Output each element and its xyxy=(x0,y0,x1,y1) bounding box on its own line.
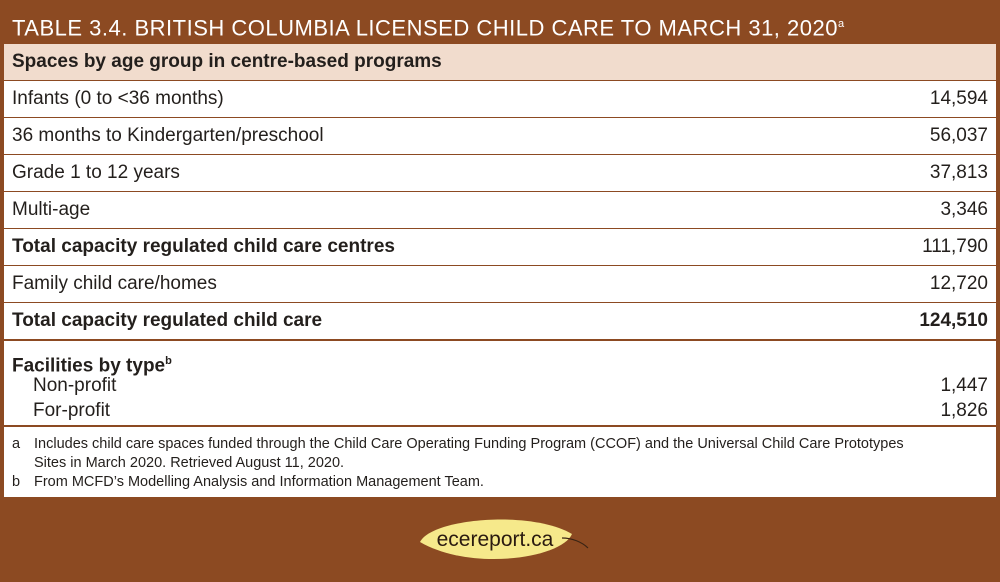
facilities-section xyxy=(4,341,996,427)
row-label: For-profit xyxy=(33,399,111,421)
table-row-family-care xyxy=(4,266,996,303)
table-row-for-profit xyxy=(4,398,996,423)
table-row-preschool xyxy=(4,118,996,155)
row-label: Multi-age xyxy=(12,199,91,220)
row-label: Grade 1 to 12 years xyxy=(12,162,180,183)
section-header-label: Spaces by age group in centre-based programs xyxy=(12,51,442,72)
table-row-total-capacity xyxy=(4,303,996,341)
facilities-title-text: Facilities by type xyxy=(12,355,166,377)
row-value: 12,720 xyxy=(929,273,988,294)
row-value: 1,447 xyxy=(940,374,988,396)
table-title-footnote-marker: a xyxy=(837,18,845,30)
facilities-footnote-marker: b xyxy=(165,355,172,367)
footnote-marker: b xyxy=(12,474,21,490)
row-label: 36 months to Kindergarten/preschool xyxy=(12,125,324,146)
facilities-title xyxy=(4,349,996,377)
footnote-text: Includes child care spaces funded through the Child Care Operating Funding Program (CCOF) and the Universal Child Care Prototypes Sites in March 2020. Retrieved August 11, 2020. xyxy=(34,436,904,471)
footnote-b xyxy=(12,473,988,492)
table-row-non-profit xyxy=(4,373,996,398)
row-value: 37,813 xyxy=(929,162,988,183)
table-row-total-centres xyxy=(4,229,996,266)
table-title xyxy=(12,6,845,42)
footnote-a xyxy=(12,435,988,473)
row-value: 124,510 xyxy=(919,310,988,331)
row-label: Total capacity regulated child care xyxy=(12,310,323,331)
table-panel xyxy=(4,44,996,497)
section-header xyxy=(4,44,996,81)
row-label: Total capacity regulated child care centres xyxy=(12,236,395,257)
row-value: 1,826 xyxy=(940,399,988,421)
row-value: 56,037 xyxy=(929,125,988,146)
footnotes xyxy=(4,427,996,492)
row-value: 14,594 xyxy=(929,88,988,109)
footnote-marker: a xyxy=(12,436,21,452)
table-title-text: TABLE 3.4. BRITISH COLUMBIA LICENSED CHILD CARE TO MARCH 31, 2020 xyxy=(12,15,838,41)
row-label: Family child care/homes xyxy=(12,273,217,294)
row-value: 111,790 xyxy=(922,236,988,257)
row-label: Non-profit xyxy=(33,374,117,396)
table-row-multi-age xyxy=(4,192,996,229)
row-label: Infants (0 to <36 months) xyxy=(12,88,224,109)
table-row-school-age xyxy=(4,155,996,192)
footnote-text: From MCFD’s Modelling Analysis and Information Management Team. xyxy=(34,474,484,490)
row-value: 3,346 xyxy=(940,199,988,220)
logo-text[interactable]: ecereport.ca xyxy=(436,528,554,551)
table-row-infants xyxy=(4,81,996,118)
